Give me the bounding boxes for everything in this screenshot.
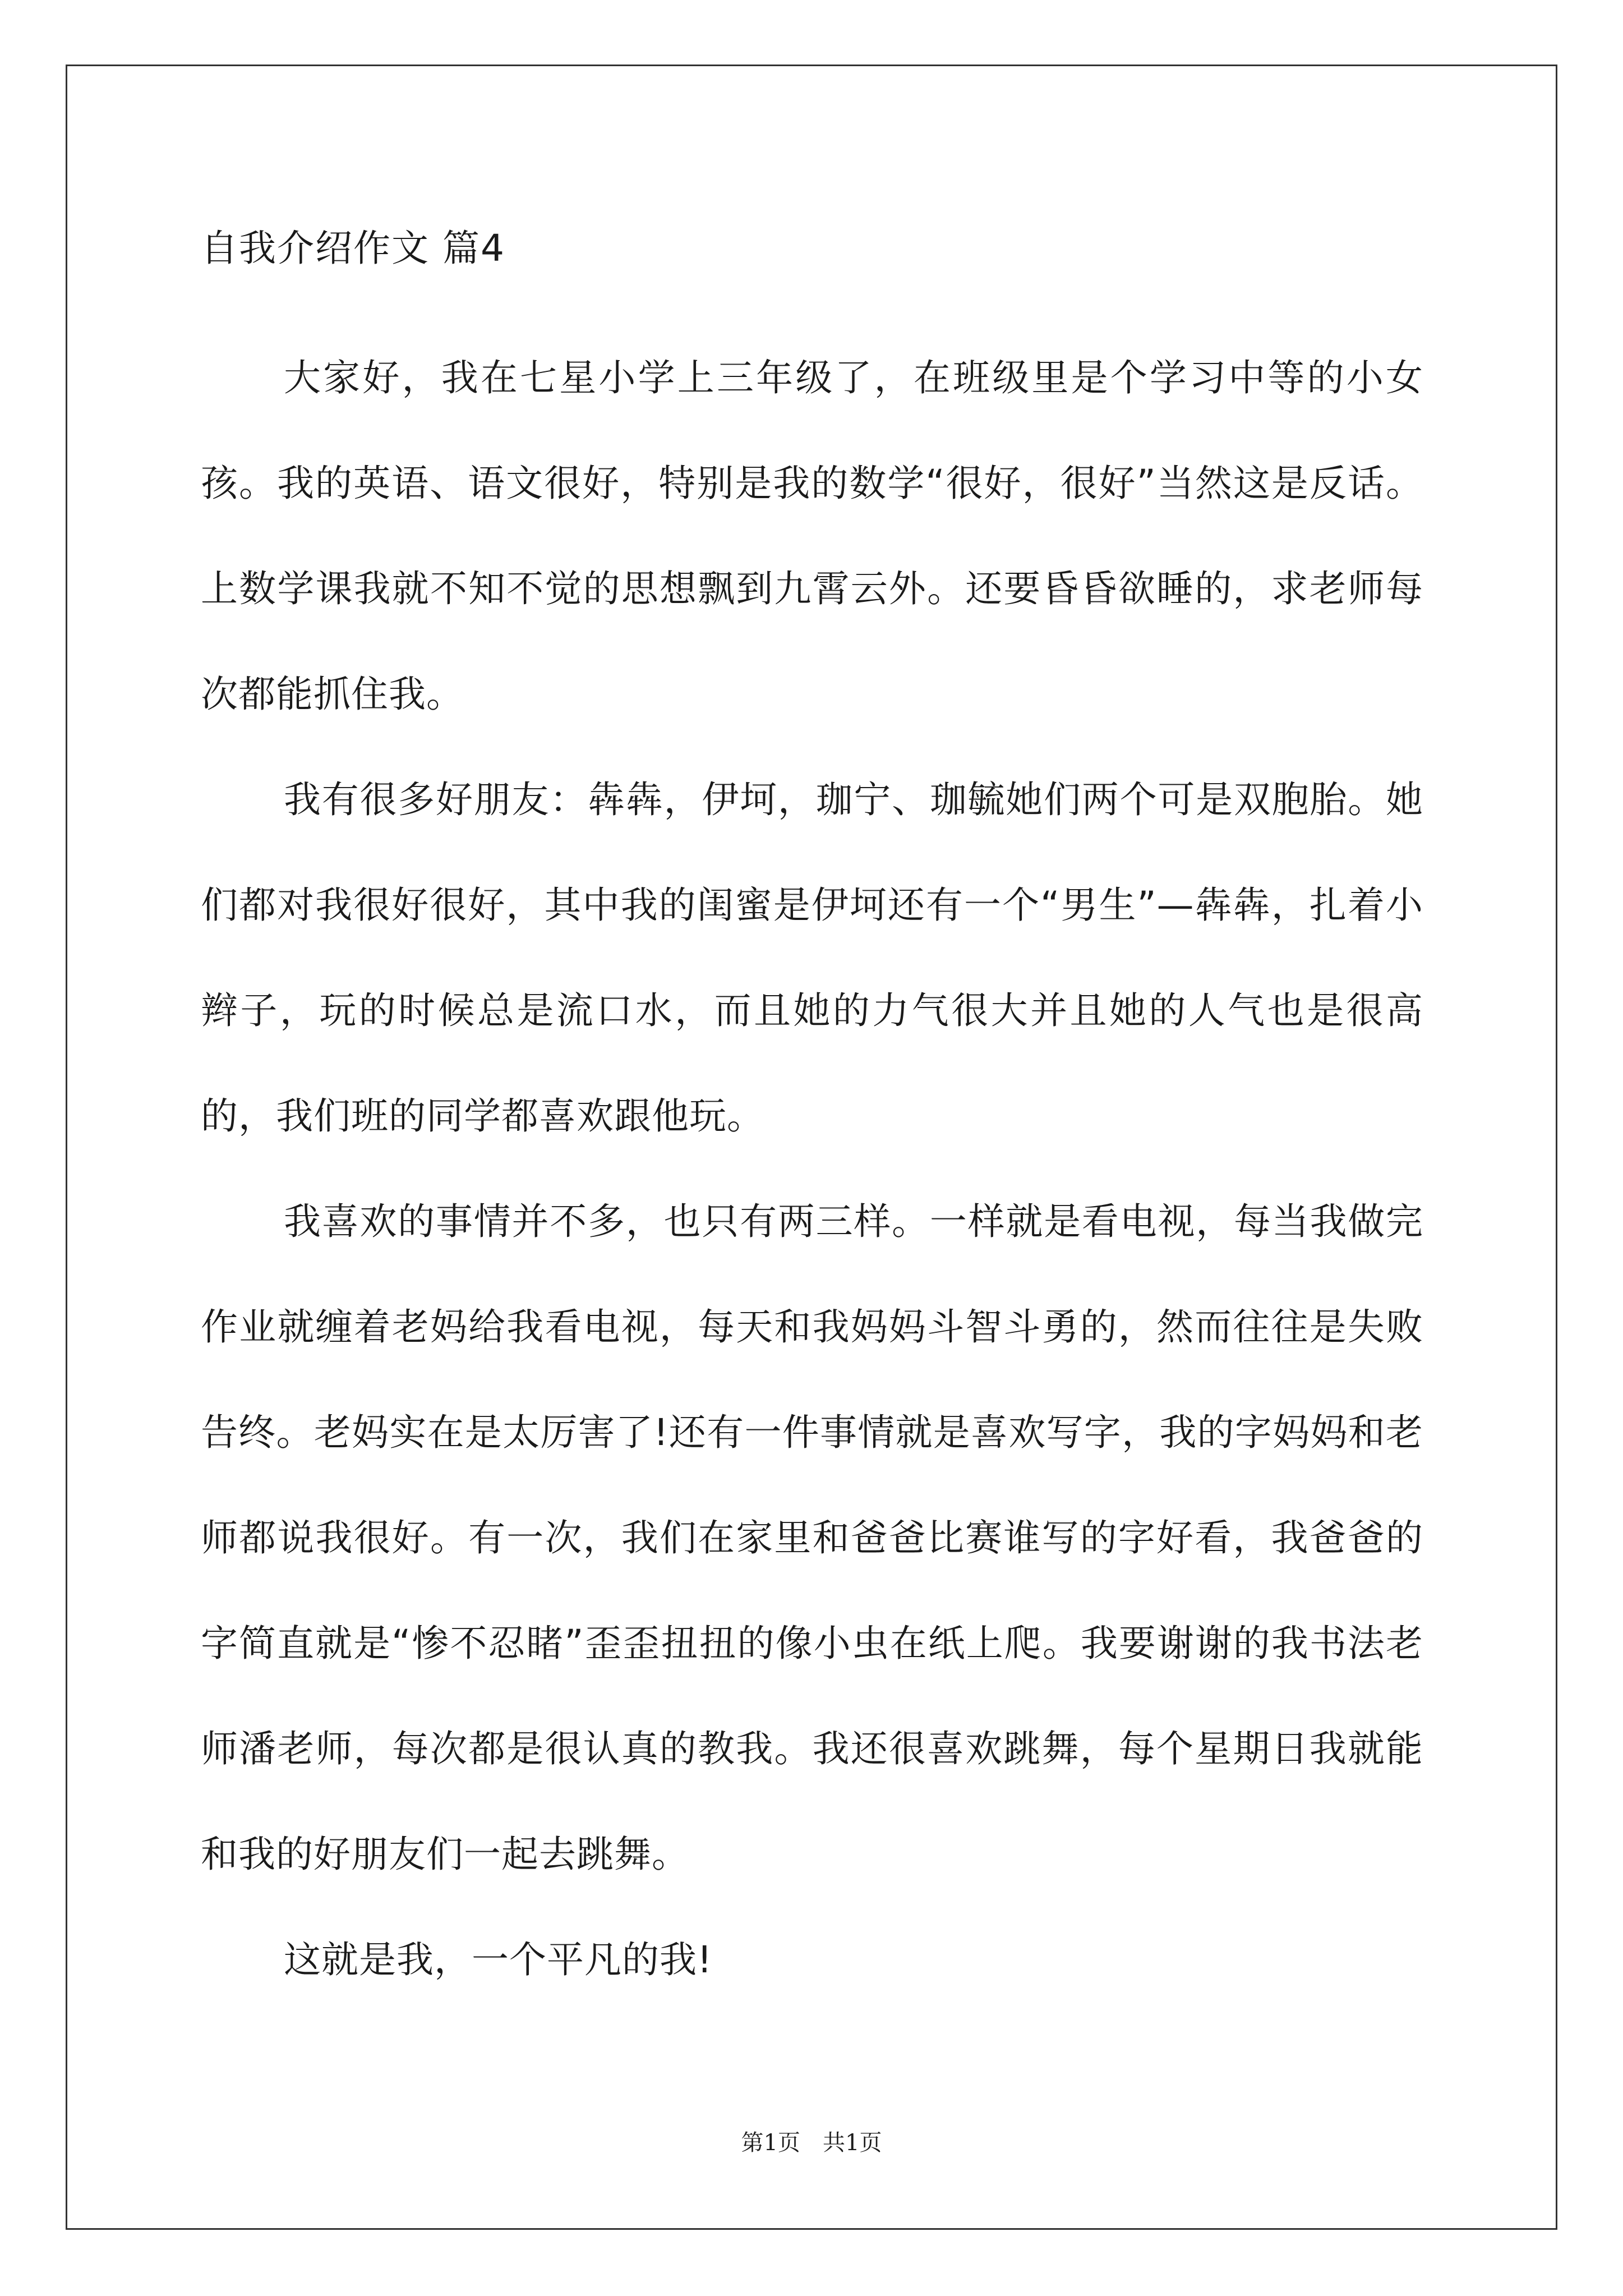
paragraph-4: 这就是我，一个平凡的我! <box>284 1938 713 1981</box>
page-footer: 第1页 共1页 <box>741 2130 882 2156</box>
paragraph-3: 我喜欢的事情并不多，也只有两三样。一样就是看电视，每当我做完作业就缠着老妈给我看电视，每天和我妈妈斗智斗勇的，然而往往是失败告终。老妈实在是太厉害了!还有一件事情就是喜欢写字，我的字妈妈和老师都说我很好。有一次，我们在家里和爸爸比赛谁写的字好看，我爸爸的字简直就是“惨不忍睹”歪歪扭扭的像小虫在纸上爬。我要谢谢的我书法老师潘老师，每次都是很认真的教我。我还很喜欢跳舞，每个星期日我就能和我的好朋友们一起去跳舞。 <box>201 1200 1423 1876</box>
document-title: 自我介绍作文 篇4 <box>201 227 505 270</box>
paragraph-1: 大家好，我在七星小学上三年级了，在班级里是个学习中等的小女孩。我的英语、语文很好，特别是我的数学“很好，很好”当然这是反话。上数学课我就不知不觉的思想飘到九霄云外。还要昏昏欲睡的，求老师每次都能抓住我。 <box>201 356 1423 716</box>
document-body <box>201 325 1423 2013</box>
paragraph-2: 我有很多好朋友：犇犇，伊坷，珈宁、珈毓她们两个可是双胞胎。她们都对我很好很好，其中我的闺蜜是伊坷还有一个“男生”—犇犇，扎着小辫子，玩的时候总是流口水，而且她的力气很大并且她的人气也是很高的，我们班的同学都喜欢跟他玩。 <box>201 778 1423 1138</box>
